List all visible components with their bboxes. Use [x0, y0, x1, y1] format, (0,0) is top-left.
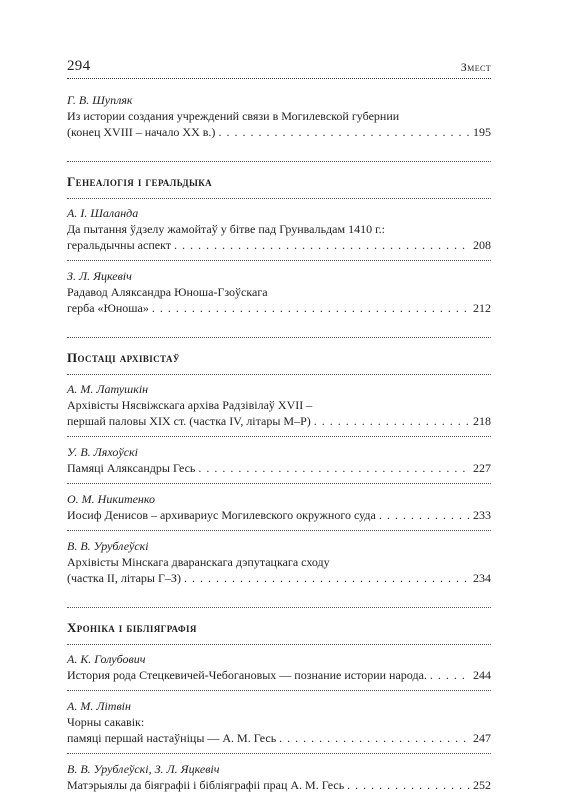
entry-title-line: першай паловы XIX ст. (частка IV, літары М–Р): [67, 414, 311, 428]
entry-author: В. В. Урублеўскі, З. Л. Яцкевіч: [67, 762, 220, 776]
entry-title-line: Иосиф Денисов – архивариус Могилевского окружного суда: [67, 508, 376, 522]
entry-title-line: геральдычны аспект: [67, 238, 171, 252]
dot-leader: [347, 777, 470, 793]
entry-title-line: (частка II, літары Г–З): [67, 571, 181, 585]
toc-entry: [67, 651, 491, 690]
entry-title-line: Из истории создания учреждений связи в Могилевской губернии: [67, 109, 400, 123]
entry-author: А. М. Латушкін: [67, 382, 149, 396]
entry-title-line: герба «Юноша»: [67, 301, 149, 315]
entry-title-line: Радавод Аляксандра Юноша-Гзоўскага: [67, 285, 268, 299]
entry-page-number: 218: [473, 414, 491, 428]
table-of-contents: [67, 92, 491, 800]
entry-author: А. К. Голубович: [67, 652, 146, 666]
toc-entry: [67, 92, 491, 147]
running-head: [67, 60, 491, 79]
entry-last-line: [67, 300, 491, 316]
page-number: 294: [67, 58, 91, 74]
entry-page-number: 208: [473, 238, 491, 252]
entry-page-number: 233: [473, 508, 491, 522]
entry-page-number: 212: [473, 301, 491, 315]
entry-page-number: 247: [473, 731, 491, 745]
entry-author: А. І. Шаланда: [67, 206, 139, 220]
entry-title-line: Да пытання ўдзелу жамойтаў у бітве пад Грунвальдам 1410 г.:: [67, 222, 385, 236]
entry-last-line: [67, 413, 491, 429]
entry-title-line: Памяці Аляксандры Гесь: [67, 461, 196, 475]
entry-page-number: 195: [473, 125, 491, 139]
entry-last-line: [67, 730, 491, 746]
entry-last-line: [67, 237, 491, 253]
entry-title-line: Матэрыялы да біяграфіі і бібліяграфіі прац А. М. Гесь: [67, 778, 345, 792]
toc-entry: [67, 205, 491, 260]
toc-entry: [67, 483, 491, 530]
entry-page-number: 227: [473, 461, 491, 475]
toc-entry: [67, 690, 491, 753]
entry-title-line: История рода Стецкевичей-Чебогановых — познание истории народа.: [67, 668, 427, 682]
entry-title-line: (конец XVIII – начало XX в.): [67, 125, 216, 139]
section-heading: Генеалогія і геральдыка: [67, 161, 491, 199]
dot-leader: [430, 667, 470, 683]
entry-page-number: 244: [473, 668, 491, 682]
toc-entry: [67, 530, 491, 593]
entry-page-number: 252: [473, 778, 491, 792]
dot-leader: [198, 460, 470, 476]
entry-last-line: [67, 570, 491, 586]
section-heading: Хроніка і бібліяграфія: [67, 607, 491, 645]
dot-leader: [279, 730, 470, 746]
entry-author: В. В. Урублеўскі: [67, 539, 149, 553]
entry-last-line: [67, 667, 491, 683]
entry-author: У. В. Ляхоўскі: [67, 445, 138, 459]
toc-entry: [67, 381, 491, 436]
entry-last-line: [67, 460, 491, 476]
toc-entry: [67, 753, 491, 800]
dot-leader: [184, 570, 470, 586]
entry-title-line: Архівісты Мінскага дваранскага дэпутацкага сходу: [67, 555, 330, 569]
toc-entry: [67, 260, 491, 323]
entry-author: О. М. Никитенко: [67, 492, 156, 506]
running-title: Змест: [460, 60, 491, 74]
entry-title-line: Архівісты Нясвіжскага архіва Радзівілаў XVII –: [67, 398, 313, 412]
toc-entry: [67, 436, 491, 483]
entry-author: З. Л. Яцкевіч: [67, 269, 132, 283]
dot-leader: [314, 413, 470, 429]
dot-leader: [174, 237, 470, 253]
entry-page-number: 234: [473, 571, 491, 585]
entry-last-line: [67, 777, 491, 793]
entry-author: Г. В. Шупляк: [67, 93, 133, 107]
entry-title-line: Чорны сакавік:: [67, 715, 145, 729]
section-heading: Постаці архівістаў: [67, 337, 491, 375]
entry-author: А. М. Літвін: [67, 699, 131, 713]
dot-leader: [152, 300, 470, 316]
dot-leader: [218, 124, 470, 140]
entry-title-line: памяці першай настаўніцы — А. М. Гесь: [67, 731, 277, 745]
entry-last-line: [67, 124, 491, 140]
dot-leader: [379, 507, 470, 523]
entry-last-line: [67, 507, 491, 523]
